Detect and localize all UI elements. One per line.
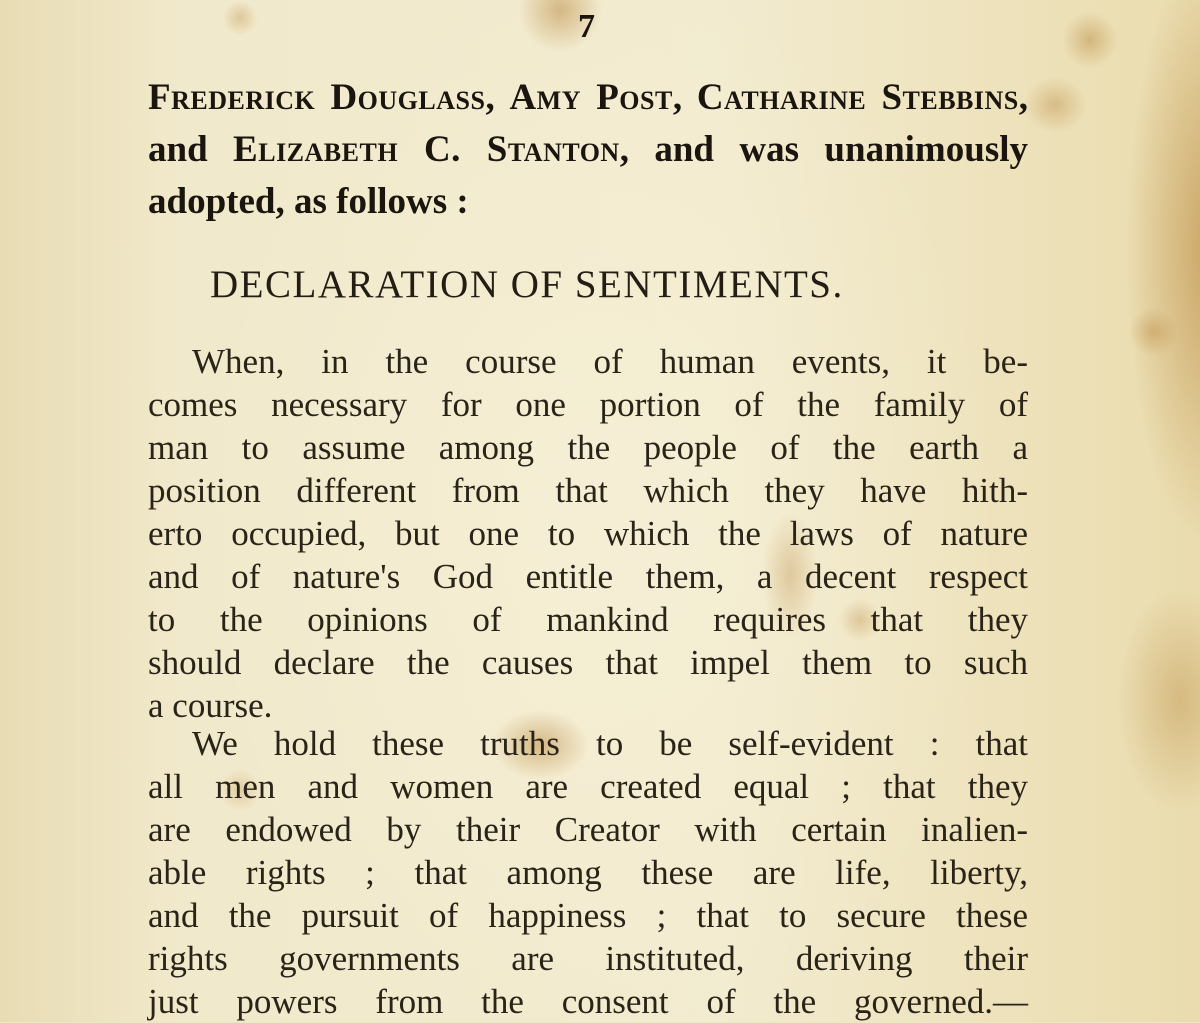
intro-separator: , <box>485 77 510 118</box>
text-line: When, in the course of human events, it be- <box>192 342 1028 381</box>
paragraph-when-in-the-course <box>148 340 1028 727</box>
intro-separator: , <box>672 77 697 118</box>
name-frederick-douglass: Frederick Douglass <box>148 77 486 118</box>
name-elizabeth-c-stanton: Elizabeth C. Stanton <box>233 129 620 170</box>
text-line: and of nature's God entitle them, a decent respect <box>148 557 1028 596</box>
text-line: We hold these truths to be self-evident : that <box>192 724 1028 763</box>
text-line: should declare the causes that impel them to such <box>148 643 1028 682</box>
intro-tail: , and was unanimously adopted, as follows : <box>148 129 1028 222</box>
document-title: DECLARATION OF SENTIMENTS. <box>210 263 844 306</box>
name-amy-post: Amy Post <box>509 77 673 118</box>
paragraph-we-hold-these-truths <box>148 722 1028 1023</box>
text-line: are endowed by their Creator with certain inalien- <box>148 810 1028 849</box>
intro-paragraph <box>148 72 1028 228</box>
text-line: rights governments are instituted, deriving their <box>148 939 1028 978</box>
intro-separator: , and <box>148 77 1029 170</box>
text-line: all men and women are created equal ; that they <box>148 767 1028 806</box>
text-line: erto occupied, but one to which the laws of nature <box>148 514 1028 553</box>
text-line: position different from that which they have hith- <box>148 471 1028 510</box>
text-line: just powers from the consent of the governed.— <box>148 982 1028 1021</box>
text-line: man to assume among the people of the earth a <box>148 428 1028 467</box>
text-line: and the pursuit of happiness ; that to secure these <box>148 896 1028 935</box>
text-line: to the opinions of mankind requires that they <box>148 600 1028 639</box>
page-number: 7 <box>578 8 595 45</box>
text-line: comes necessary for one portion of the family of <box>148 385 1028 424</box>
text-line: able rights ; that among these are life, liberty, <box>148 853 1028 892</box>
name-catharine-stebbins: Catharine Stebbins <box>696 77 1019 118</box>
text-line: a course. <box>148 686 273 725</box>
